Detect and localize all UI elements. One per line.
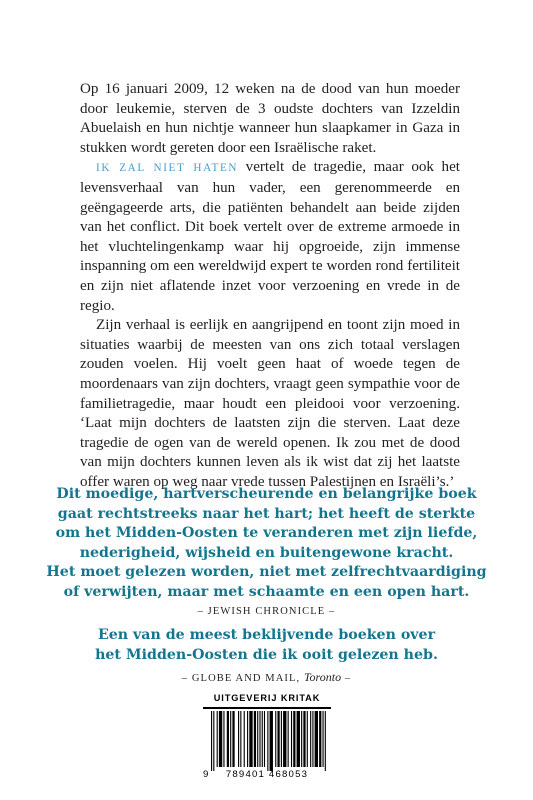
book-title-smallcaps: IK ZAL NIET HATEN — [96, 162, 239, 175]
barcode-bar — [262, 711, 263, 767]
barcode-bar — [312, 711, 313, 767]
quote-line: of verwijten, maar met schaamte en een open hart. — [63, 583, 470, 600]
barcode-bar — [288, 711, 289, 767]
barcode-bar — [254, 711, 256, 767]
barcode-bar — [219, 711, 222, 767]
barcode-bar — [322, 711, 323, 767]
barcode-bar — [301, 711, 302, 767]
publisher-name: UITGEVERIJ KRITAK — [213, 693, 321, 703]
barcode-bar — [310, 711, 311, 767]
barcode-bar — [319, 711, 321, 767]
quote-line: het Midden-Oosten die ik ooit gelezen heb. — [95, 646, 438, 663]
barcode-bar — [240, 711, 241, 767]
barcode-bar — [307, 711, 308, 767]
quote-line: om het Midden-Oosten te veranderen met zijn liefde, — [55, 525, 478, 541]
barcode-bar — [213, 711, 214, 771]
summary-paragraph-2-text: vertelt de tragedie, maar ook het levensverhaal van hun vader, een gerenommeerde en geëngageerde arts, die patiënten behandelt aan beide zijden van het conflict. Dit boek vertelt over de extreme armoede in het vluchtelingenkamp waar hij opgroeide, zijn immense inspanning om een wereldwijd expert te worden rond fertiliteit en zijn niet aflatende inzet voor verzoening en vrede in de regio. — [80, 159, 460, 314]
barcode-bar — [257, 711, 258, 767]
barcode-bar — [267, 711, 268, 771]
publisher-divider — [203, 707, 331, 709]
barcode-bar — [270, 711, 273, 771]
barcode-bar — [293, 711, 295, 767]
barcode-bar — [249, 711, 252, 767]
barcode-bars — [211, 711, 327, 771]
review-quote-2 — [40, 626, 493, 665]
book-summary — [80, 80, 460, 492]
quote-line: Dit moedige, hartverscheurende en belangrijke boek — [56, 486, 477, 502]
barcode-bar — [283, 711, 286, 767]
quote-2-attribution — [40, 670, 493, 685]
barcode-bar — [303, 711, 305, 767]
isbn-number — [203, 769, 331, 780]
review-quote-1 — [40, 485, 493, 602]
barcode-bar — [297, 711, 300, 767]
barcode-bar — [232, 711, 234, 767]
barcode-bar — [238, 711, 239, 767]
barcode-bar — [247, 711, 248, 767]
quote-2-source: – GLOBE AND MAIL, — [181, 673, 304, 684]
quote-1-attribution: – JEWISH CHRONICLE – — [197, 606, 336, 617]
quote-line: nederigheid, wijsheid en buitengewone kracht. — [79, 544, 454, 561]
isbn-lead-digit: 9 — [203, 769, 210, 780]
barcode-bar — [227, 711, 229, 767]
isbn-digits: 789401 468053 — [225, 769, 309, 780]
quote-line: Het moet gelezen worden, niet met zelfrechtvaardiging — [46, 564, 487, 580]
barcode-bar — [325, 711, 326, 771]
barcode-bar — [244, 711, 245, 767]
isbn-barcode — [203, 693, 331, 785]
barcode-bar — [259, 711, 260, 767]
barcode-bar — [275, 711, 276, 767]
summary-paragraph-1: Op 16 januari 2009, 12 weken na de dood van hun moeder door leukemie, sterven de 3 oudste dochters van Izzeldin Abuelaish en hun nichtje wanneer hun slaapkamer in Gaza in stukken wordt gereten door een Israëlische raket. — [80, 81, 460, 156]
barcode-bar — [281, 711, 282, 767]
quote-line: Een van de meest beklijvende boeken over — [97, 627, 436, 643]
barcode-bar — [277, 711, 279, 767]
barcode-bar — [230, 711, 231, 767]
barcode-bar — [264, 711, 265, 767]
barcode-bar — [217, 711, 218, 767]
quote-2-suffix: – — [341, 673, 352, 684]
quote-line: gaat rechtstreeks naar het hart; het heeft de sterkte — [57, 505, 476, 522]
barcode-bar — [223, 711, 224, 767]
barcode-bar — [315, 711, 318, 767]
summary-paragraph-2 — [80, 158, 460, 316]
barcode-bar — [211, 711, 212, 771]
barcode-bar — [291, 711, 292, 767]
summary-paragraph-3: Zijn verhaal is eerlijk en aangrijpend en toont zijn moed in situaties waarbij de meesten van ons zich totaal verslagen zouden voelen. Hij voelt geen haat of woede tegen de moordenaars van zijn dochters, vraagt geen sympathie voor de familietragedie, maar houdt een pleidooi voor verzoening. ‘Laat mijn dochters de laatsten zijn die sterven. Laat deze tragedie de ogen van de wereld openen. Ik zou met de dood van mijn dochters kunnen leven als ik wist dat zij het laatste offer waren op weg naar vrede tussen Palestijnen en Israëli’s.’ — [80, 317, 460, 490]
quote-2-city: Toronto — [303, 670, 342, 684]
